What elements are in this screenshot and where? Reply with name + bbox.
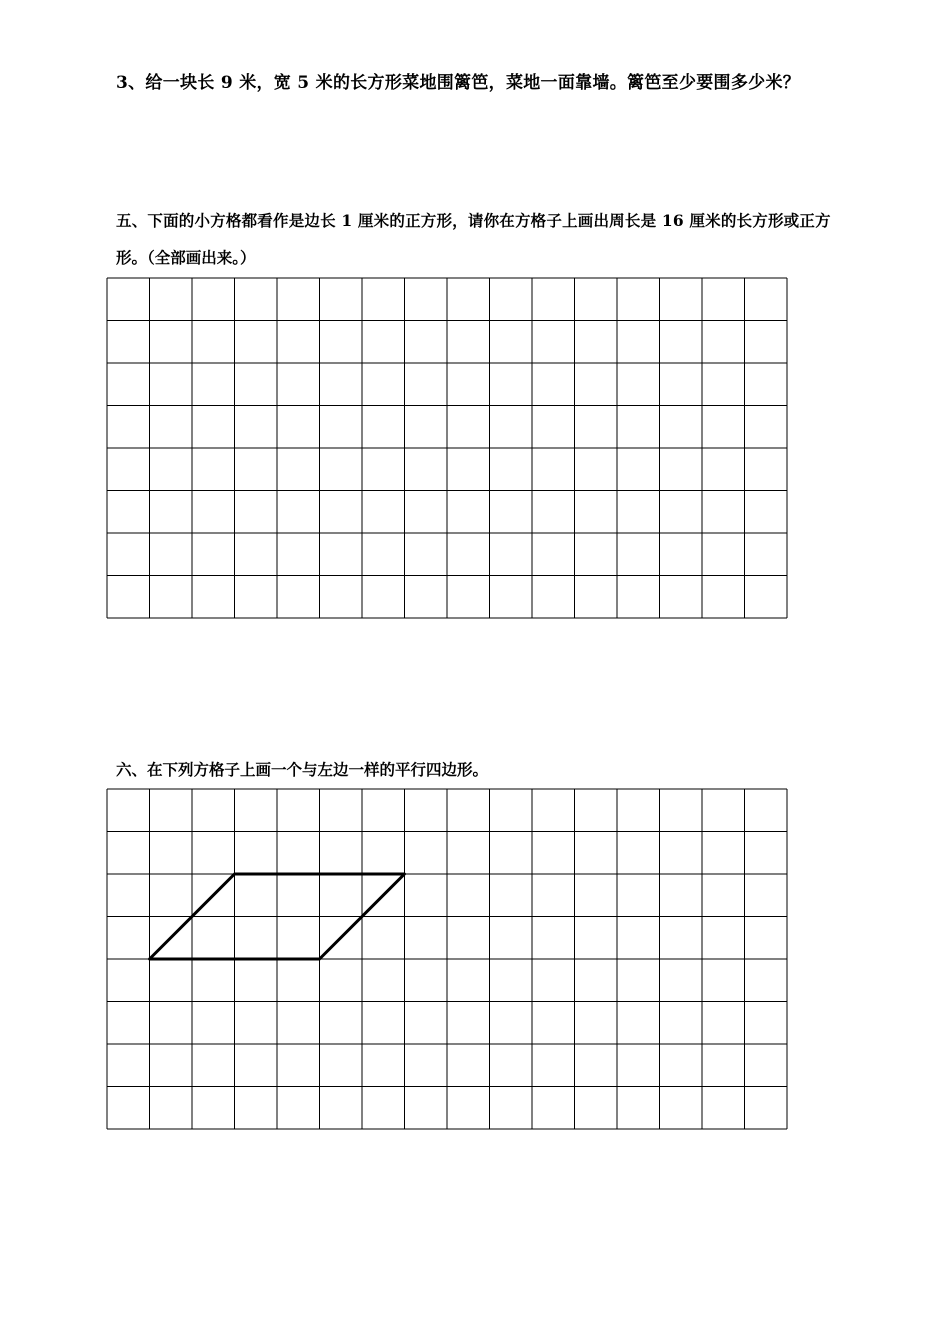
drawing-grid-section-5[interactable] bbox=[106, 277, 788, 620]
drawing-grid-section-6[interactable] bbox=[106, 788, 788, 1131]
section-6-prompt: 六、在下列方格子上画一个与左边一样的平行四边形。 bbox=[116, 760, 489, 779]
section-5-prompt-line-2: 形。（全部画出来。） bbox=[116, 248, 256, 267]
question-3-text: 3、给一块长 9 米，宽 5 米的长方形菜地围篱笆，菜地一面靠墙。篱笆至少要围多少米？ bbox=[116, 73, 801, 93]
section-5-prompt-line-1: 五、下面的小方格都看作是边长 1 厘米的正方形，请你在方格子上画出周长是 16 厘米的长方形或正方 bbox=[116, 211, 831, 230]
